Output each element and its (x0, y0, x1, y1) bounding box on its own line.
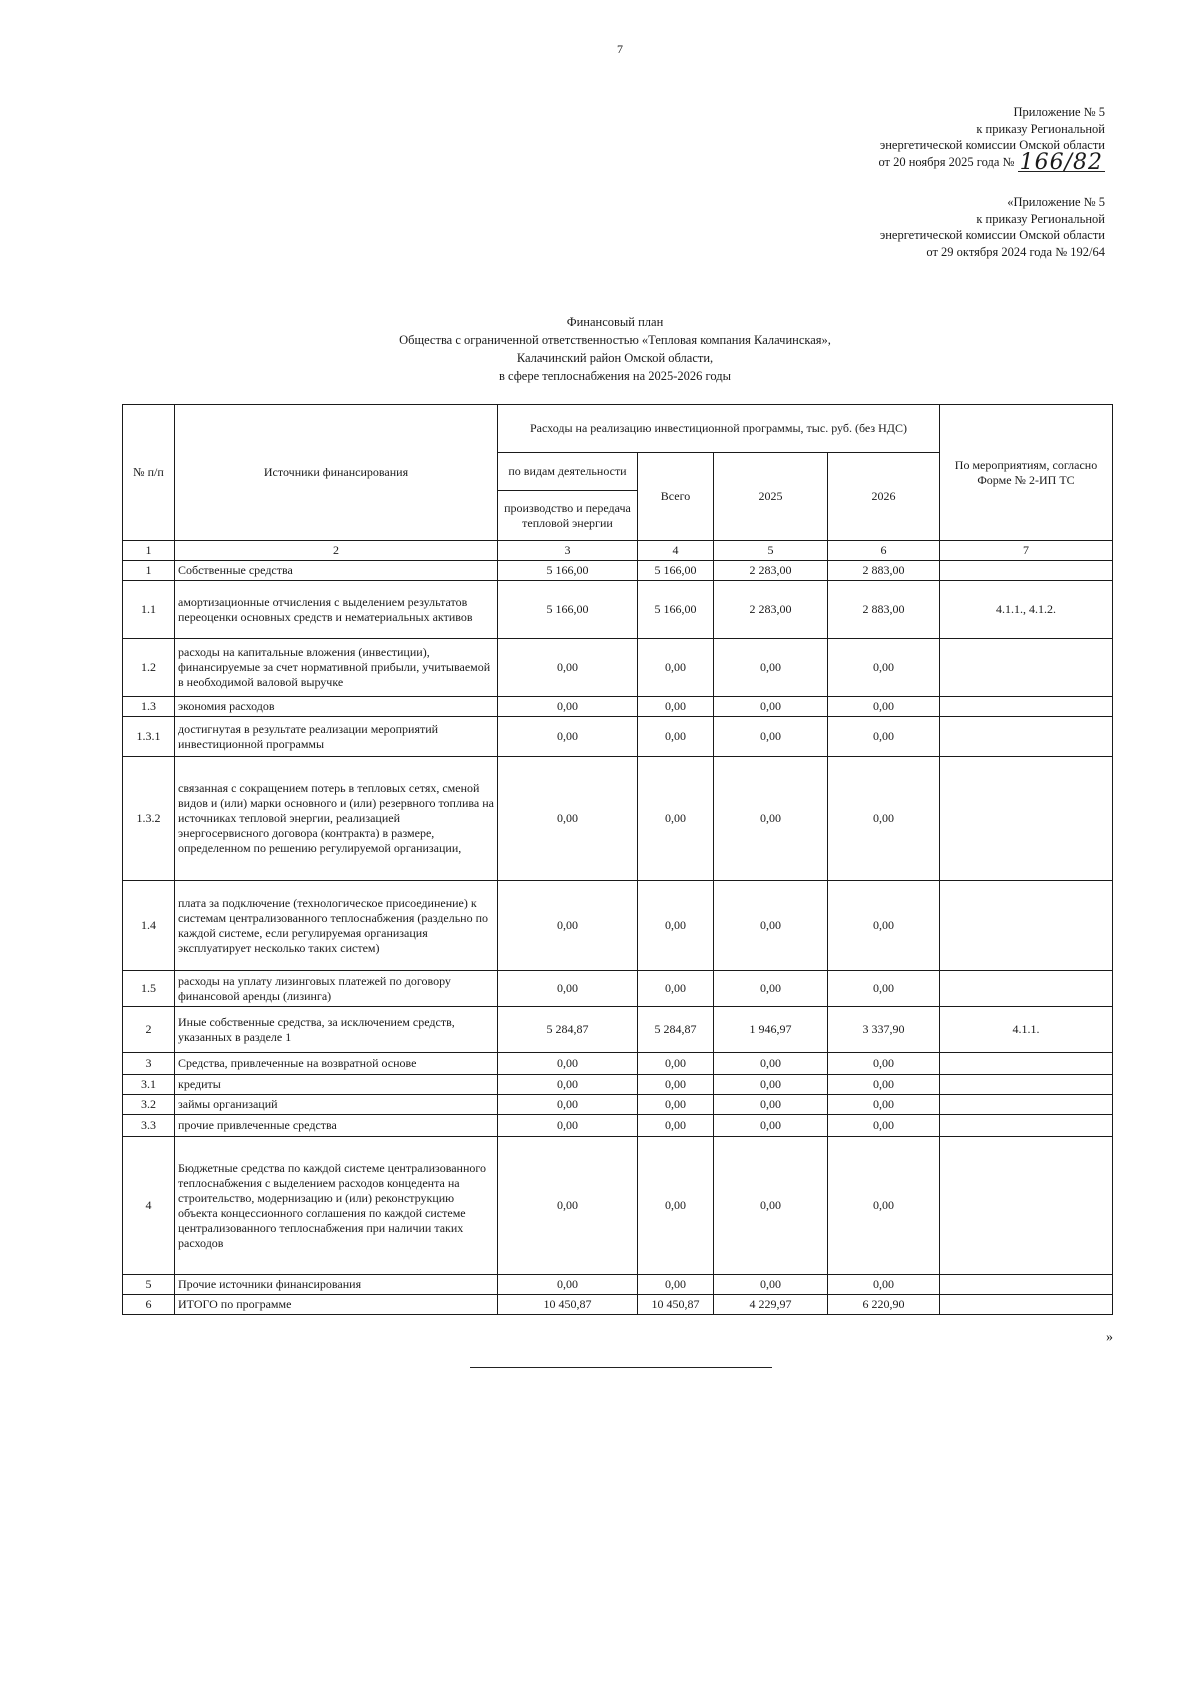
value-2025: 0,00 (714, 697, 828, 717)
header-source: Источники финансирования (175, 405, 498, 541)
value-2026: 0,00 (828, 1137, 940, 1275)
value-total: 0,00 (638, 1137, 714, 1275)
table-row (123, 881, 1113, 971)
value-2025: 0,00 (714, 1053, 828, 1075)
measures-ref (940, 639, 1113, 697)
value-production: 0,00 (498, 971, 638, 1007)
appendix-previous-line2: к приказу Региональной (976, 211, 1105, 226)
value-2025: 0,00 (714, 1095, 828, 1115)
value-2025: 0,00 (714, 1275, 828, 1295)
value-total: 0,00 (638, 1275, 714, 1295)
row-source-name: Собственные средства (175, 561, 498, 581)
value-production: 0,00 (498, 639, 638, 697)
table-row (123, 971, 1113, 1007)
appendix-date: от 20 ноября 2025 года № (878, 154, 1015, 169)
financial-plan-table (122, 404, 1113, 1315)
value-2026: 6 220,90 (828, 1295, 940, 1315)
value-production: 0,00 (498, 1095, 638, 1115)
appendix-previous-line3: энергетической комиссии Омской области (879, 228, 1105, 242)
value-2026: 0,00 (828, 1275, 940, 1295)
row-number: 1.3.2 (123, 757, 175, 881)
col-number: 1 (123, 541, 175, 561)
table-row (123, 1007, 1113, 1053)
value-2026: 0,00 (828, 639, 940, 697)
appendix-previous-line1: «Приложение № 5 (1007, 195, 1105, 209)
value-production: 0,00 (498, 881, 638, 971)
appendix-current-line1: Приложение № 5 (1013, 105, 1105, 119)
value-total: 0,00 (638, 971, 714, 1007)
column-number-row (123, 541, 1113, 561)
value-2025: 2 283,00 (714, 581, 828, 639)
row-source-name: достигнутая в результате реализации мероприятий инвестиционной программы (175, 717, 498, 757)
row-source-name: Иные собственные средства, за исключением средств, указанных в разделе 1 (175, 1007, 498, 1053)
appendix-current (878, 104, 1105, 175)
row-source-name: экономия расходов (175, 697, 498, 717)
row-number: 2 (123, 1007, 175, 1053)
measures-ref (940, 717, 1113, 757)
value-2025: 0,00 (714, 717, 828, 757)
value-production: 5 284,87 (498, 1007, 638, 1053)
table-row (123, 581, 1113, 639)
handwritten-order-number: 166/82 (1019, 149, 1103, 175)
col-number: 3 (498, 541, 638, 561)
row-number: 3 (123, 1053, 175, 1075)
row-number: 3.1 (123, 1075, 175, 1095)
measures-ref (940, 697, 1113, 717)
table-row (123, 1137, 1113, 1275)
value-total: 0,00 (638, 697, 714, 717)
value-production: 0,00 (498, 1053, 638, 1075)
appendix-current-line4 (878, 149, 1105, 175)
value-total: 5 284,87 (638, 1007, 714, 1053)
value-production: 0,00 (498, 1115, 638, 1137)
table-row (123, 1075, 1113, 1095)
value-2026: 0,00 (828, 1053, 940, 1075)
header-2026: 2026 (828, 453, 940, 541)
page-number: 7 (617, 42, 623, 56)
measures-ref (940, 1115, 1113, 1137)
value-2026: 0,00 (828, 1075, 940, 1095)
row-number: 4 (123, 1137, 175, 1275)
table-row (123, 1295, 1113, 1315)
value-2025: 4 229,97 (714, 1295, 828, 1315)
value-production: 0,00 (498, 1075, 638, 1095)
table-row (123, 1095, 1113, 1115)
value-2026: 0,00 (828, 697, 940, 717)
value-2026: 0,00 (828, 757, 940, 881)
value-2025: 2 283,00 (714, 561, 828, 581)
row-number: 1.1 (123, 581, 175, 639)
row-source-name: прочие привлеченные средства (175, 1115, 498, 1137)
measures-ref (940, 757, 1113, 881)
row-source-name: амортизационные отчисления с выделением результатов переоценки основных средств и нематериальных активов (175, 581, 498, 639)
row-source-name: расходы на уплату лизинговых платежей по договору финансовой аренды (лизинга) (175, 971, 498, 1007)
value-total: 0,00 (638, 1115, 714, 1137)
col-number: 7 (940, 541, 1113, 561)
value-production: 0,00 (498, 1137, 638, 1275)
value-total: 0,00 (638, 639, 714, 697)
value-2026: 0,00 (828, 881, 940, 971)
row-source-name: займы организаций (175, 1095, 498, 1115)
value-total: 0,00 (638, 1075, 714, 1095)
row-source-name: Средства, привлеченные на возвратной основе (175, 1053, 498, 1075)
value-production: 5 166,00 (498, 581, 638, 639)
measures-ref: 4.1.1. (940, 1007, 1113, 1053)
col-number: 5 (714, 541, 828, 561)
value-total: 0,00 (638, 881, 714, 971)
value-production: 0,00 (498, 1275, 638, 1295)
header-2025: 2025 (714, 453, 828, 541)
value-production: 10 450,87 (498, 1295, 638, 1315)
value-production: 0,00 (498, 717, 638, 757)
value-total: 0,00 (638, 1095, 714, 1115)
measures-ref: 4.1.1., 4.1.2. (940, 581, 1113, 639)
row-number: 1.5 (123, 971, 175, 1007)
row-source-name: ИТОГО по программе (175, 1295, 498, 1315)
value-2025: 1 946,97 (714, 1007, 828, 1053)
value-2025: 0,00 (714, 881, 828, 971)
table-row (123, 697, 1113, 717)
row-number: 1.3.1 (123, 717, 175, 757)
table-row (123, 1275, 1113, 1295)
row-number: 1.4 (123, 881, 175, 971)
measures-ref (940, 1095, 1113, 1115)
row-number: 3.2 (123, 1095, 175, 1115)
appendix-previous (880, 194, 1105, 260)
row-source-name: кредиты (175, 1075, 498, 1095)
value-2026: 0,00 (828, 971, 940, 1007)
row-number: 5 (123, 1275, 175, 1295)
value-2026: 0,00 (828, 1115, 940, 1137)
value-2026: 2 883,00 (828, 561, 940, 581)
value-total: 0,00 (638, 757, 714, 881)
col-number: 6 (828, 541, 940, 561)
measures-ref (940, 971, 1113, 1007)
table-row (123, 1115, 1113, 1137)
header-by-activity: по видам деятельности (498, 453, 638, 491)
header-total: Всего (638, 453, 714, 541)
value-2025: 0,00 (714, 1115, 828, 1137)
value-total: 0,00 (638, 1053, 714, 1075)
header-measures: По мероприятиям, согласно Форме № 2-ИП ТС (940, 405, 1113, 541)
value-2025: 0,00 (714, 1137, 828, 1275)
value-production: 5 166,00 (498, 561, 638, 581)
row-number: 1.2 (123, 639, 175, 697)
value-2025: 0,00 (714, 639, 828, 697)
separator-line (470, 1367, 772, 1368)
table-row (123, 561, 1113, 581)
value-total: 10 450,87 (638, 1295, 714, 1315)
value-2025: 0,00 (714, 1075, 828, 1095)
col-number: 4 (638, 541, 714, 561)
measures-ref (940, 881, 1113, 971)
row-number: 1 (123, 561, 175, 581)
value-production: 0,00 (498, 697, 638, 717)
row-source-name: Бюджетные средства по каждой системе централизованного теплоснабжения с выделением расходов концедента на строительство, модернизацию и (или) реконструкцию объекта концессионного соглашения по каждой системе централизованного теплоснабжения при наличии таких расходов (175, 1137, 498, 1275)
row-number: 6 (123, 1295, 175, 1315)
header-num: № п/п (123, 405, 175, 541)
value-2026: 2 883,00 (828, 581, 940, 639)
row-source-name: связанная с сокращением потерь в тепловых сетях, сменой видов и (или) марки основного и (или) резервного топлива на источниках тепловой энергии, реализацией энергосервисного договора (контракта) в размере, определенном по решению регулируемой организации, (175, 757, 498, 881)
table-row (123, 1053, 1113, 1075)
row-number: 3.3 (123, 1115, 175, 1137)
measures-ref (940, 1295, 1113, 1315)
title-line2: Общества с ограниченной ответственностью «Тепловая компания Калачинская», (399, 333, 831, 347)
closing-quote: » (1106, 1330, 1113, 1345)
value-total: 0,00 (638, 717, 714, 757)
col-number: 2 (175, 541, 498, 561)
value-production: 0,00 (498, 757, 638, 881)
document-title (330, 313, 900, 385)
appendix-current-line3: энергетической комиссии Омской области (879, 138, 1105, 152)
header-production: производство и передача тепловой энергии (498, 491, 638, 541)
appendix-previous-line4: от 29 октября 2024 года № 192/64 (926, 244, 1105, 259)
title-line1: Финансовый план (566, 315, 664, 329)
appendix-current-line2: к приказу Региональной (976, 121, 1105, 136)
row-number: 1.3 (123, 697, 175, 717)
table-row (123, 757, 1113, 881)
value-2026: 0,00 (828, 717, 940, 757)
measures-ref (940, 1137, 1113, 1275)
title-line4: в сфере теплоснабжения на 2025-2026 годы (498, 369, 732, 383)
table-row (123, 639, 1113, 697)
measures-ref (940, 1053, 1113, 1075)
row-source-name: Прочие источники финансирования (175, 1275, 498, 1295)
measures-ref (940, 1075, 1113, 1095)
row-source-name: плата за подключение (технологическое присоединение) к системам централизованного теплоснабжения (раздельно по каждой системе, если регулируемая организация эксплуатирует несколько таких систем) (175, 881, 498, 971)
measures-ref (940, 561, 1113, 581)
value-total: 5 166,00 (638, 581, 714, 639)
value-2026: 3 337,90 (828, 1007, 940, 1053)
measures-ref (940, 1275, 1113, 1295)
value-2025: 0,00 (714, 971, 828, 1007)
row-source-name: расходы на капитальные вложения (инвестиции), финансируемые за счет нормативной прибыли, учитываемой в необходимой валовой выручке (175, 639, 498, 697)
header-expenses: Расходы на реализацию инвестиционной программы, тыс. руб. (без НДС) (498, 405, 940, 453)
value-total: 5 166,00 (638, 561, 714, 581)
value-2025: 0,00 (714, 757, 828, 881)
table-row (123, 717, 1113, 757)
value-2026: 0,00 (828, 1095, 940, 1115)
title-line3: Калачинский район Омской области, (516, 351, 714, 365)
